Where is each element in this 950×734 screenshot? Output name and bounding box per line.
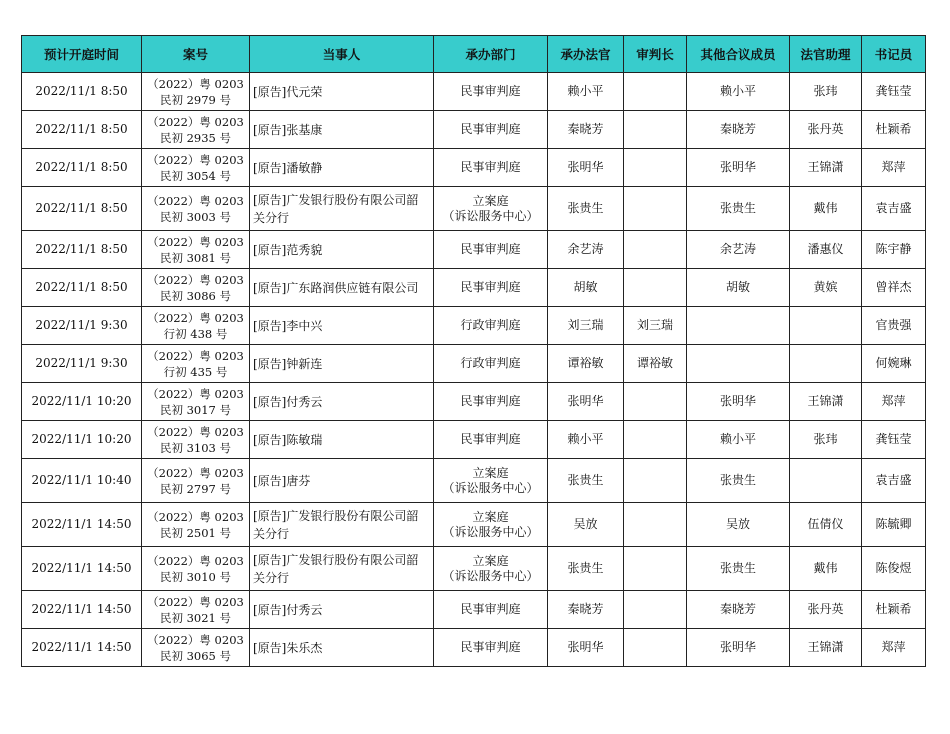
panel-members-cell: 秦晓芳 xyxy=(687,111,790,149)
department-line-1: 立案庭 xyxy=(472,509,509,524)
clerk-cell: 龚钰莹 xyxy=(862,73,926,111)
judge-cell: 张明华 xyxy=(548,383,624,421)
header-cell-time: 预计开庭时间 xyxy=(22,36,142,73)
department-line-1: 民事审判庭 xyxy=(460,122,521,136)
table-row xyxy=(22,149,926,187)
panel-members-cell: 张明华 xyxy=(687,149,790,187)
department-line-1: 民事审判庭 xyxy=(460,242,521,256)
judge-assistant-cell xyxy=(790,459,862,503)
presiding-judge-cell xyxy=(624,111,687,149)
panel-members-cell: 余艺涛 xyxy=(687,231,790,269)
judge-assistant-cell: 王锦潇 xyxy=(790,629,862,667)
case-number-line-1: （2022）粤 0203 xyxy=(147,465,244,480)
presiding-judge-cell: 谭裕敏 xyxy=(624,345,687,383)
case-number-line-2: 民初 3010 号 xyxy=(159,569,232,584)
judge-cell: 张明华 xyxy=(548,629,624,667)
panel-members-cell: 张明华 xyxy=(687,629,790,667)
party-cell: [原告]代元荣 xyxy=(250,73,434,111)
clerk-cell: 杜颖希 xyxy=(862,591,926,629)
table-row xyxy=(22,231,926,269)
judge-assistant-cell xyxy=(790,307,862,345)
party-cell: [原告]广发银行股份有限公司韶关分行 xyxy=(250,187,434,231)
department-cell xyxy=(434,187,548,231)
table-row xyxy=(22,345,926,383)
judge-assistant-cell: 王锦潇 xyxy=(790,383,862,421)
judge-cell: 谭裕敏 xyxy=(548,345,624,383)
panel-members-cell: 秦晓芳 xyxy=(687,591,790,629)
table-row xyxy=(22,591,926,629)
presiding-judge-cell xyxy=(624,459,687,503)
header-cell-presiding-judge: 审判长 xyxy=(624,36,687,73)
case-number-line-1: （2022）粤 0203 xyxy=(147,594,244,609)
panel-members-cell: 吴放 xyxy=(687,503,790,547)
clerk-cell: 郑萍 xyxy=(862,149,926,187)
case-number-line-2: 民初 3054 号 xyxy=(159,168,232,183)
judge-assistant-cell: 王锦潇 xyxy=(790,149,862,187)
clerk-cell: 陈俊煜 xyxy=(862,547,926,591)
case-number-cell xyxy=(142,231,250,269)
header-cell-case-number: 案号 xyxy=(142,36,250,73)
department-line-2: （诉讼服务中心） xyxy=(442,480,539,495)
party-cell: [原告]张基康 xyxy=(250,111,434,149)
department-line-2: （诉讼服务中心） xyxy=(442,524,539,539)
hearing-time-cell: 2022/11/1 8:50 xyxy=(22,149,142,187)
case-number-cell xyxy=(142,307,250,345)
table-row xyxy=(22,187,926,231)
department-line-1: 民事审判庭 xyxy=(460,280,521,294)
department-cell xyxy=(434,269,548,307)
party-cell: [原告]潘敏静 xyxy=(250,149,434,187)
department-line-2: （诉讼服务中心） xyxy=(442,568,539,583)
department-cell xyxy=(434,547,548,591)
department-cell xyxy=(434,231,548,269)
clerk-cell: 陈毓卿 xyxy=(862,503,926,547)
judge-assistant-cell: 伍倩仪 xyxy=(790,503,862,547)
department-cell xyxy=(434,307,548,345)
case-number-line-1: （2022）粤 0203 xyxy=(147,424,244,439)
case-number-line-1: （2022）粤 0203 xyxy=(147,114,244,129)
judge-assistant-cell: 张丹英 xyxy=(790,111,862,149)
judge-cell: 吴放 xyxy=(548,503,624,547)
judge-assistant-cell: 张丹英 xyxy=(790,591,862,629)
hearing-time-cell: 2022/11/1 10:40 xyxy=(22,459,142,503)
department-cell xyxy=(434,503,548,547)
department-line-2: （诉讼服务中心） xyxy=(442,208,539,223)
panel-members-cell: 张贵生 xyxy=(687,547,790,591)
judge-cell: 张贵生 xyxy=(548,187,624,231)
judge-cell: 秦晓芳 xyxy=(548,111,624,149)
case-number-line-2: 民初 2979 号 xyxy=(159,92,232,107)
header-row xyxy=(22,36,926,73)
case-number-line-2: 民初 3086 号 xyxy=(159,288,232,303)
case-number-line-2: 民初 3003 号 xyxy=(159,209,232,224)
case-number-cell xyxy=(142,547,250,591)
judge-assistant-cell: 戴伟 xyxy=(790,187,862,231)
table-row xyxy=(22,111,926,149)
judge-assistant-cell: 黄嫔 xyxy=(790,269,862,307)
party-cell: [原告]陈敏瑞 xyxy=(250,421,434,459)
presiding-judge-cell xyxy=(624,269,687,307)
party-cell: [原告]付秀云 xyxy=(250,383,434,421)
case-number-line-2: 民初 2501 号 xyxy=(159,525,232,540)
department-cell xyxy=(434,345,548,383)
hearing-time-cell: 2022/11/1 8:50 xyxy=(22,187,142,231)
table-row xyxy=(22,421,926,459)
clerk-cell: 杜颖希 xyxy=(862,111,926,149)
case-number-line-2: 行初 438 号 xyxy=(163,326,228,341)
header-cell-panel-members: 其他合议成员 xyxy=(687,36,790,73)
case-number-line-1: （2022）粤 0203 xyxy=(147,386,244,401)
panel-members-cell: 张贵生 xyxy=(687,187,790,231)
judge-cell: 张贵生 xyxy=(548,459,624,503)
department-cell xyxy=(434,629,548,667)
department-cell xyxy=(434,459,548,503)
hearing-time-cell: 2022/11/1 8:50 xyxy=(22,231,142,269)
judge-assistant-cell xyxy=(790,345,862,383)
case-number-line-1: （2022）粤 0203 xyxy=(147,152,244,167)
case-number-line-1: （2022）粤 0203 xyxy=(147,272,244,287)
clerk-cell: 袁吉盛 xyxy=(862,459,926,503)
hearing-time-cell: 2022/11/1 14:50 xyxy=(22,591,142,629)
case-number-cell xyxy=(142,111,250,149)
panel-members-cell xyxy=(687,345,790,383)
case-number-cell xyxy=(142,269,250,307)
case-number-cell xyxy=(142,459,250,503)
department-line-1: 立案庭 xyxy=(472,553,509,568)
case-number-line-1: （2022）粤 0203 xyxy=(147,509,244,524)
panel-members-cell: 张贵生 xyxy=(687,459,790,503)
department-line-1: 民事审判庭 xyxy=(460,602,521,616)
presiding-judge-cell xyxy=(624,591,687,629)
judge-cell: 秦晓芳 xyxy=(548,591,624,629)
presiding-judge-cell xyxy=(624,231,687,269)
clerk-cell: 龚钰莹 xyxy=(862,421,926,459)
hearing-time-cell: 2022/11/1 14:50 xyxy=(22,547,142,591)
presiding-judge-cell xyxy=(624,503,687,547)
case-number-cell xyxy=(142,73,250,111)
case-number-line-1: （2022）粤 0203 xyxy=(147,632,244,647)
presiding-judge-cell xyxy=(624,629,687,667)
hearing-time-cell: 2022/11/1 14:50 xyxy=(22,503,142,547)
case-number-line-1: （2022）粤 0203 xyxy=(147,76,244,91)
hearing-schedule-table xyxy=(21,35,926,667)
panel-members-cell: 张明华 xyxy=(687,383,790,421)
hearing-time-cell: 2022/11/1 8:50 xyxy=(22,73,142,111)
case-number-line-2: 民初 3081 号 xyxy=(159,250,232,265)
party-cell: [原告]付秀云 xyxy=(250,591,434,629)
hearing-time-cell: 2022/11/1 10:20 xyxy=(22,383,142,421)
table-row xyxy=(22,503,926,547)
hearing-time-cell: 2022/11/1 9:30 xyxy=(22,307,142,345)
party-cell: [原告]朱乐杰 xyxy=(250,629,434,667)
case-number-line-2: 民初 3065 号 xyxy=(159,648,232,663)
judge-assistant-cell: 张玮 xyxy=(790,73,862,111)
party-cell: [原告]李中兴 xyxy=(250,307,434,345)
judge-cell: 赖小平 xyxy=(548,73,624,111)
judge-assistant-cell: 戴伟 xyxy=(790,547,862,591)
presiding-judge-cell xyxy=(624,187,687,231)
table-row xyxy=(22,73,926,111)
case-number-line-2: 民初 3103 号 xyxy=(159,440,232,455)
party-cell: [原告]钟新连 xyxy=(250,345,434,383)
department-line-1: 立案庭 xyxy=(472,193,509,208)
case-number-line-2: 民初 3021 号 xyxy=(159,610,232,625)
case-number-cell xyxy=(142,629,250,667)
party-cell: [原告]广发银行股份有限公司韶关分行 xyxy=(250,547,434,591)
case-number-line-1: （2022）粤 0203 xyxy=(147,193,244,208)
department-line-1: 民事审判庭 xyxy=(460,432,521,446)
department-line-1: 行政审判庭 xyxy=(460,356,521,370)
judge-cell: 余艺涛 xyxy=(548,231,624,269)
department-cell xyxy=(434,383,548,421)
header-cell-judge-assistant: 法官助理 xyxy=(790,36,862,73)
case-number-cell xyxy=(142,503,250,547)
table-row xyxy=(22,547,926,591)
party-cell: [原告]范秀貌 xyxy=(250,231,434,269)
clerk-cell: 袁吉盛 xyxy=(862,187,926,231)
judge-cell: 张明华 xyxy=(548,149,624,187)
clerk-cell: 陈宇静 xyxy=(862,231,926,269)
clerk-cell: 何婉琳 xyxy=(862,345,926,383)
case-number-cell xyxy=(142,591,250,629)
table-row xyxy=(22,629,926,667)
table-row xyxy=(22,459,926,503)
presiding-judge-cell xyxy=(624,73,687,111)
judge-cell: 刘三瑞 xyxy=(548,307,624,345)
clerk-cell: 郑萍 xyxy=(862,629,926,667)
case-number-line-2: 民初 2935 号 xyxy=(159,130,232,145)
case-number-cell xyxy=(142,149,250,187)
panel-members-cell xyxy=(687,307,790,345)
department-line-1: 民事审判庭 xyxy=(460,84,521,98)
clerk-cell: 郑萍 xyxy=(862,383,926,421)
table-row xyxy=(22,269,926,307)
presiding-judge-cell xyxy=(624,149,687,187)
department-cell xyxy=(434,149,548,187)
case-number-line-1: （2022）粤 0203 xyxy=(147,348,244,363)
hearing-time-cell: 2022/11/1 8:50 xyxy=(22,111,142,149)
header-cell-clerk: 书记员 xyxy=(862,36,926,73)
case-number-line-1: （2022）粤 0203 xyxy=(147,310,244,325)
table-row xyxy=(22,307,926,345)
presiding-judge-cell xyxy=(624,383,687,421)
department-line-1: 民事审判庭 xyxy=(460,160,521,174)
hearing-time-cell: 2022/11/1 14:50 xyxy=(22,629,142,667)
department-line-1: 立案庭 xyxy=(472,465,509,480)
presiding-judge-cell xyxy=(624,421,687,459)
department-line-1: 民事审判庭 xyxy=(460,640,521,654)
header-cell-judge: 承办法官 xyxy=(548,36,624,73)
presiding-judge-cell: 刘三瑞 xyxy=(624,307,687,345)
case-number-line-2: 民初 3017 号 xyxy=(159,402,232,417)
hearing-schedule-sheet xyxy=(21,35,926,667)
judge-assistant-cell: 潘惠仪 xyxy=(790,231,862,269)
case-number-line-2: 行初 435 号 xyxy=(163,364,228,379)
judge-assistant-cell: 张玮 xyxy=(790,421,862,459)
judge-cell: 赖小平 xyxy=(548,421,624,459)
case-number-line-1: （2022）粤 0203 xyxy=(147,234,244,249)
judge-cell: 胡敏 xyxy=(548,269,624,307)
hearing-time-cell: 2022/11/1 8:50 xyxy=(22,269,142,307)
case-number-cell xyxy=(142,383,250,421)
panel-members-cell: 赖小平 xyxy=(687,73,790,111)
panel-members-cell: 赖小平 xyxy=(687,421,790,459)
department-cell xyxy=(434,111,548,149)
department-cell xyxy=(434,73,548,111)
case-number-cell xyxy=(142,187,250,231)
case-number-cell xyxy=(142,421,250,459)
department-line-1: 民事审判庭 xyxy=(460,394,521,408)
hearing-time-cell: 2022/11/1 9:30 xyxy=(22,345,142,383)
judge-cell: 张贵生 xyxy=(548,547,624,591)
presiding-judge-cell xyxy=(624,547,687,591)
panel-members-cell: 胡敏 xyxy=(687,269,790,307)
clerk-cell: 曾祥杰 xyxy=(862,269,926,307)
party-cell: [原告]唐芬 xyxy=(250,459,434,503)
department-cell xyxy=(434,421,548,459)
header-cell-department: 承办部门 xyxy=(434,36,548,73)
department-line-1: 行政审判庭 xyxy=(460,318,521,332)
table-row xyxy=(22,383,926,421)
hearing-time-cell: 2022/11/1 10:20 xyxy=(22,421,142,459)
case-number-line-2: 民初 2797 号 xyxy=(159,481,232,496)
party-cell: [原告]广发银行股份有限公司韶关分行 xyxy=(250,503,434,547)
case-number-line-1: （2022）粤 0203 xyxy=(147,553,244,568)
clerk-cell: 官贵强 xyxy=(862,307,926,345)
case-number-cell xyxy=(142,345,250,383)
department-cell xyxy=(434,591,548,629)
party-cell: [原告]广东路润供应链有限公司 xyxy=(250,269,434,307)
header-cell-party: 当事人 xyxy=(250,36,434,73)
